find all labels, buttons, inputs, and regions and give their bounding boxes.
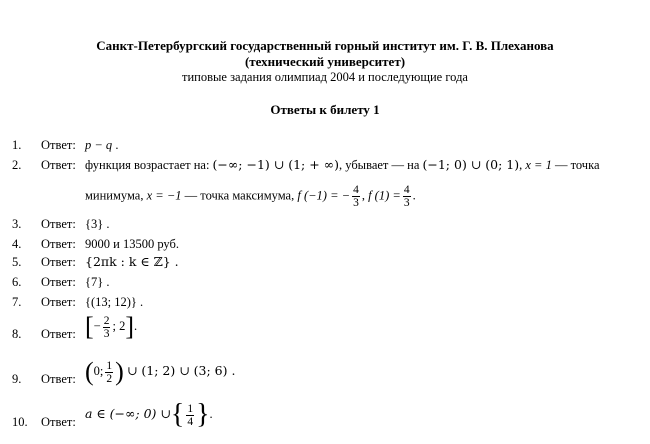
answer-text [85,314,137,340]
open-bracket: [ [85,312,94,341]
fraction-denominator: 3 [353,197,359,209]
open-paren: ( [85,357,94,386]
answer-segment: , убывает — на [338,158,420,172]
answer-label: Ответ: [41,217,76,231]
answer-text [85,359,235,385]
fraction [352,184,360,209]
answer-punct: . [134,318,138,333]
answer-punct: . [115,138,119,152]
item-number: 3. [12,217,22,231]
item-number: 6. [12,275,22,289]
answer-segment: ; 2 [112,318,126,333]
answer-segment: минимума, [85,188,144,203]
answer-label: Ответ: [41,158,76,172]
olympiad-subtitle: типовые задания олимпиад 2004 и последующие года [182,70,468,84]
answer-label: Ответ: [41,138,76,152]
answer-text: {3} . [85,217,110,231]
answer-interval: (−∞; −1) ∪ (1; + ∞) [212,157,339,172]
open-brace: { [170,399,185,430]
item-number: 10. [12,415,28,429]
answer-label: Ответ: [41,275,76,289]
answer-text [85,138,118,152]
fraction-numerator: 2 [103,314,110,327]
answer-label: Ответ: [41,415,76,429]
fraction-numerator: 1 [106,359,113,372]
close-bracket: ] [125,312,135,341]
answer-segment: 0; [93,363,104,378]
answer-segment: . [412,188,416,203]
answers-heading: Ответы к билету 1 [270,102,380,117]
answer-segment: — точка максимума, [184,188,295,203]
item-number: 1. [12,138,22,152]
answer-formula: f (1) = [368,188,401,203]
close-paren: ) [115,357,124,386]
answer-label: Ответ: [41,327,76,341]
answer-text [85,401,213,429]
item-number: 4. [12,237,22,251]
fraction-denominator: 3 [403,197,410,209]
item-number: 5. [12,255,22,269]
fraction-denominator: 4 [187,415,194,428]
answer-segment: функция возрастает на: [85,158,210,172]
item-number: 9. [12,372,22,386]
answer-segment: , [361,188,365,203]
institute-title: Санкт-Петербургский государственный горный институт им. Г. В. Плеханова [96,38,554,53]
answer-segment: − [93,318,101,333]
item-number: 2. [12,158,22,172]
item-number: 7. [12,295,22,309]
fraction-numerator: 1 [187,402,194,415]
answer-formula: f (−1) = − [297,188,351,203]
answer-label: Ответ: [41,237,76,251]
fraction-numerator: 4 [353,184,359,196]
fraction [403,184,411,209]
answer-formula: p − q [85,138,113,152]
answer-text: {7} . [85,275,110,289]
answer-text: {(13; 12)} . [85,295,144,309]
answer-label: Ответ: [41,372,76,386]
item-number: 8. [12,327,22,341]
close-brace: } [196,399,210,430]
answer-label: Ответ: [41,295,76,309]
answer-label: Ответ: [41,255,76,269]
answer-interval: (−1; 0) ∪ (0; 1) [422,157,520,172]
answer-formula: x = 1 [525,158,552,172]
answer-text: 9000 и 13500 руб. [85,237,179,251]
answer-punct: . [209,406,213,421]
fraction [103,315,111,340]
fraction-denominator: 3 [103,327,110,340]
answer-text: {2πk : k ∈ ℤ} . [85,254,179,269]
answer-text [85,184,416,209]
answer-segment: ∪ (1; 2) ∪ (3; 6) . [126,362,236,378]
fraction [186,403,194,428]
answer-segment: , [519,158,523,172]
answer-text [85,158,600,172]
fraction-numerator: 4 [403,184,410,196]
fraction-denominator: 2 [106,372,113,385]
answer-formula: x = −1 [146,188,182,203]
answer-formula: a ∈ (−∞; 0) ∪ [85,405,171,421]
university-subtitle: (технический университет) [244,54,406,69]
answer-segment: — точка [554,158,600,172]
fraction [105,360,113,385]
